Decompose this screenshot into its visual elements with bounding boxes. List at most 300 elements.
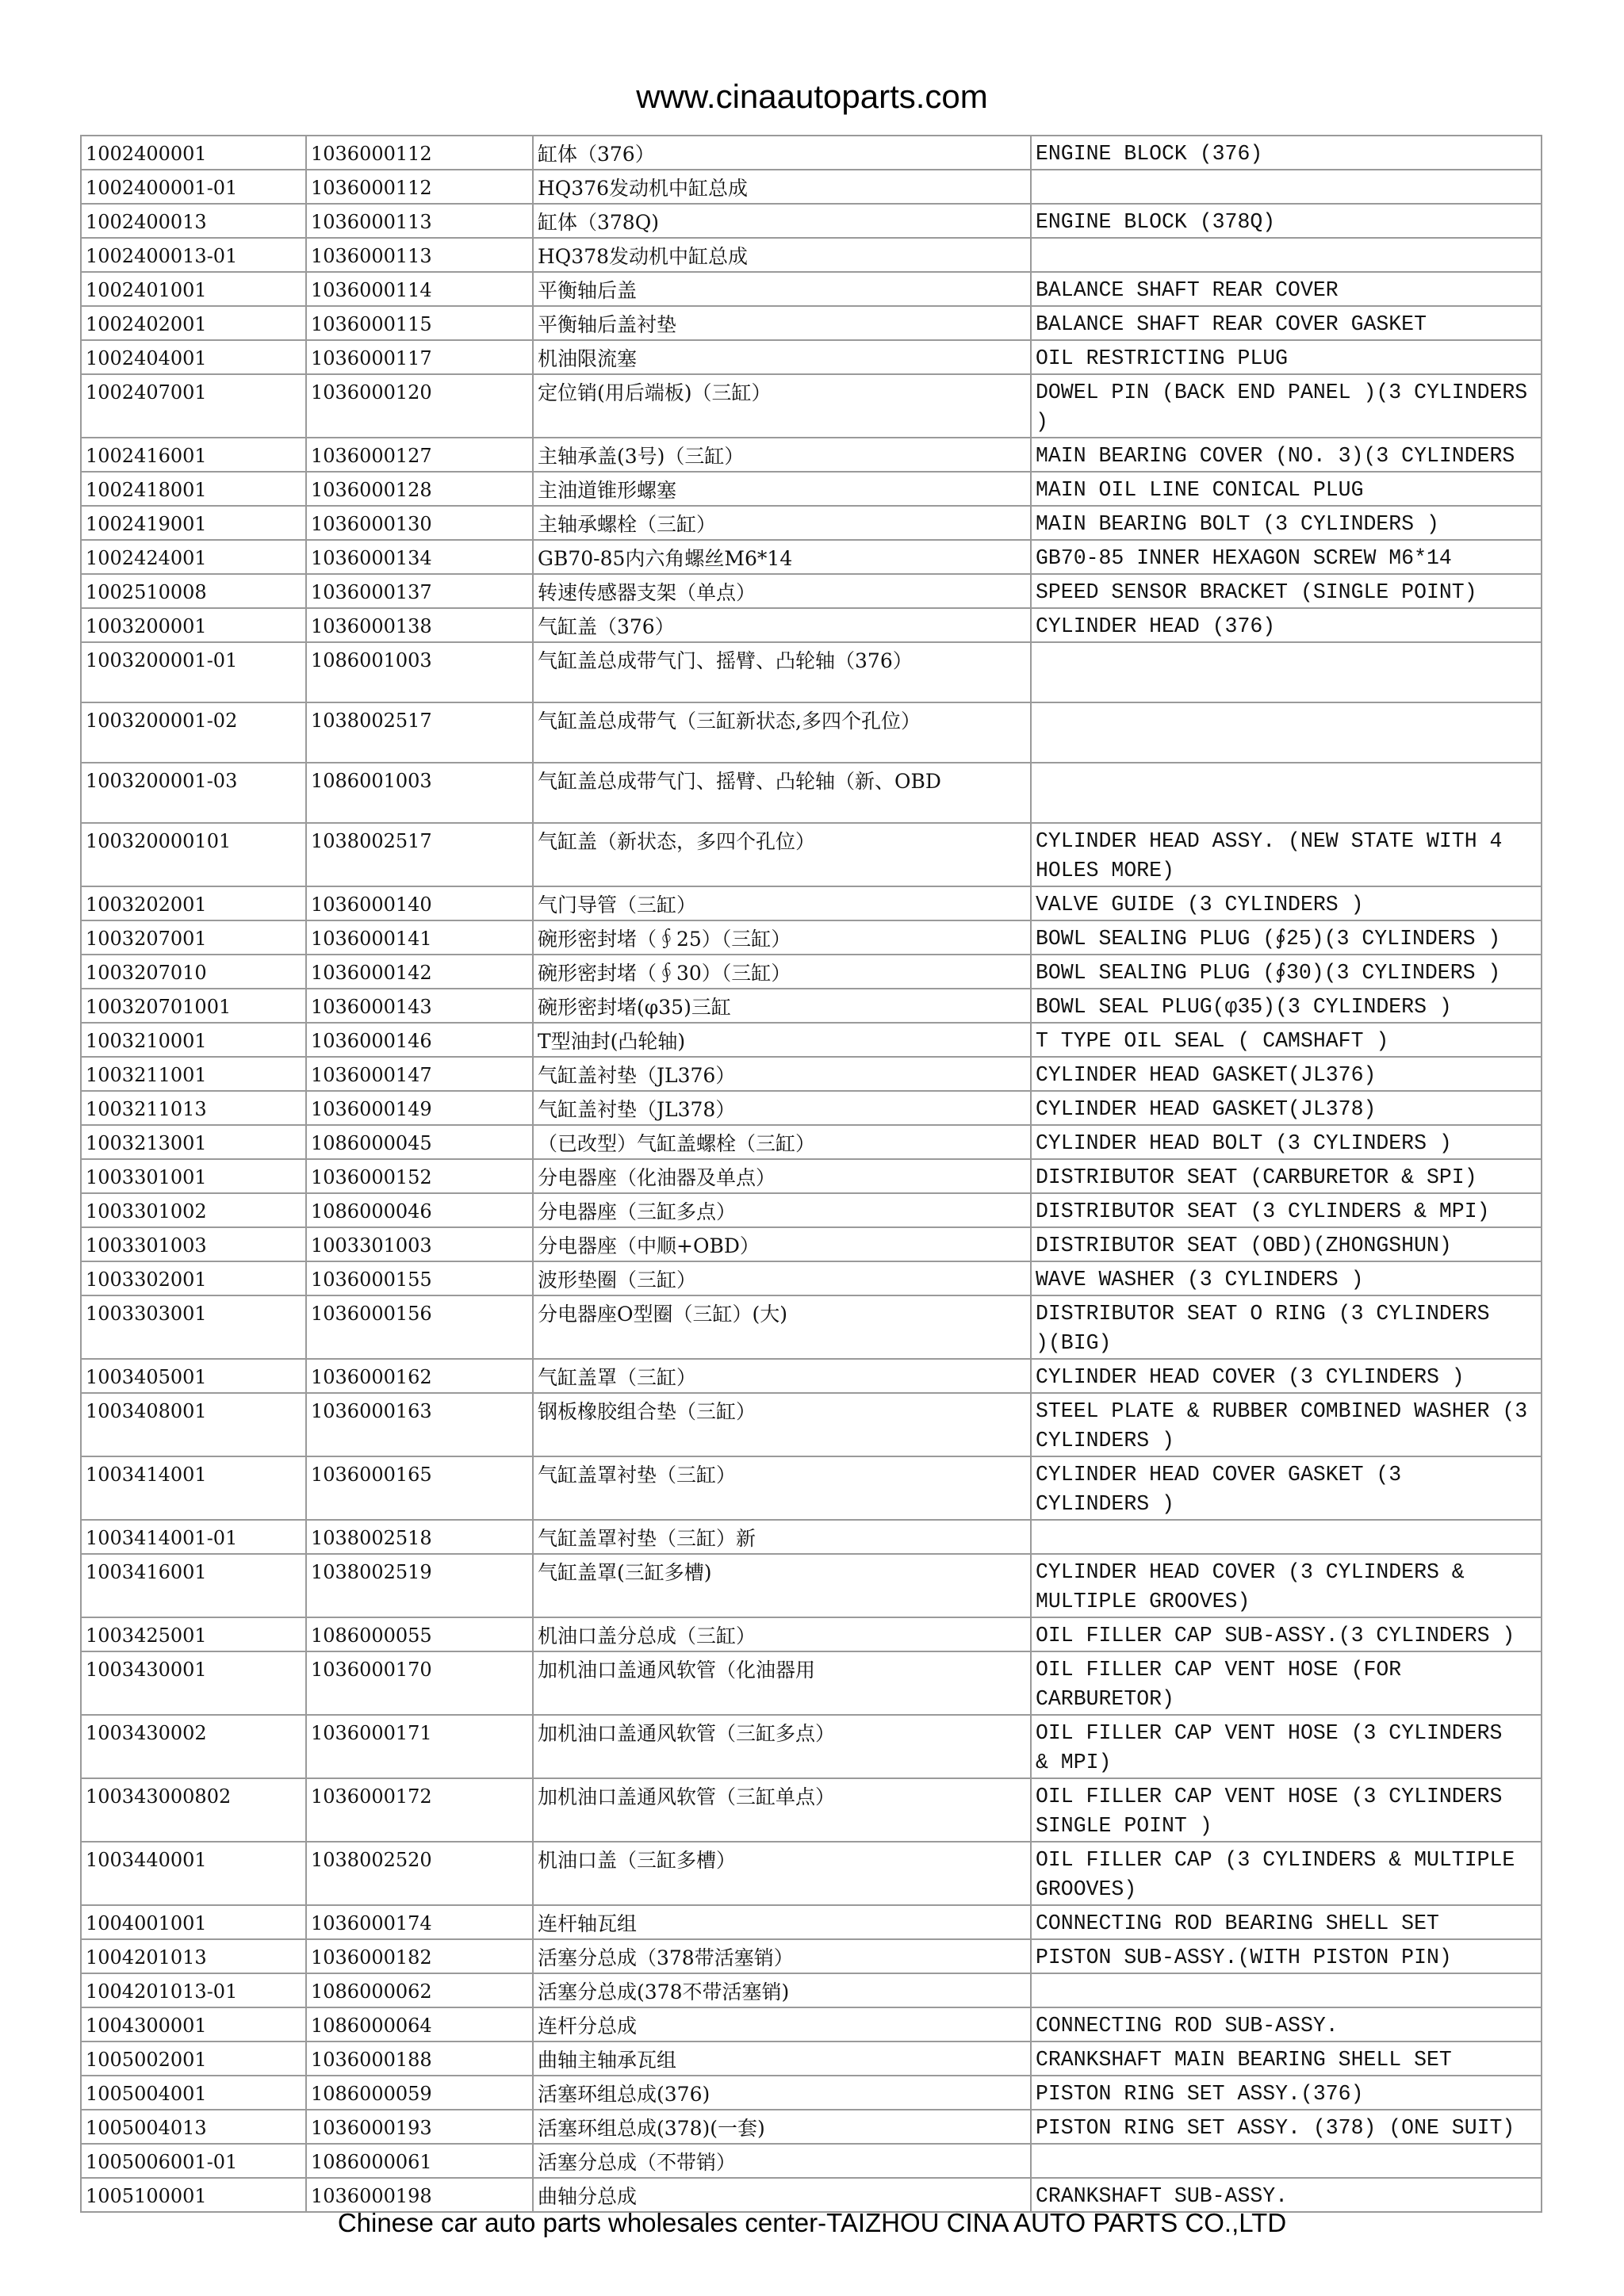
chinese-name-cell: 平衡轴后盖 — [533, 272, 1031, 306]
english-name-line: BALANCE SHAFT REAR COVER GASKET — [1036, 312, 1427, 336]
chinese-name-cell: 分电器座（化油器及单点） — [533, 1159, 1031, 1193]
part-code-cell: 1003213001 — [81, 1125, 306, 1159]
part-code-cell: 1002407001 — [81, 374, 306, 438]
table-row — [81, 1520, 1542, 1554]
english-name-line: )(BIG) — [1036, 1331, 1112, 1355]
reference-code-cell: 1038002520 — [306, 1842, 533, 1905]
chinese-name-cell: （已改型）气缸盖螺栓（三缸） — [533, 1125, 1031, 1159]
chinese-name-cell: 气缸盖总成带气门、摇臂、凸轮轴（新、OBD — [533, 763, 1031, 823]
table-row — [81, 2144, 1542, 2178]
english-name-cell — [1031, 955, 1542, 989]
reference-code-cell: 1036000128 — [306, 472, 533, 506]
english-name-cell — [1031, 2144, 1542, 2178]
reference-code-cell: 1086001003 — [306, 642, 533, 702]
english-name-cell — [1031, 1651, 1542, 1715]
english-name-cell — [1031, 340, 1542, 374]
english-name-cell — [1031, 438, 1542, 472]
table-row — [81, 763, 1542, 823]
english-name-line: SPEED SENSOR BRACKET (SINGLE POINT) — [1036, 580, 1477, 604]
english-name-line: MULTIPLE GROOVES) — [1036, 1590, 1251, 1613]
english-name-cell — [1031, 642, 1542, 702]
part-code-cell: 1005100001 — [81, 2178, 306, 2212]
chinese-name-cell: 气缸盖总成带气门、摇臂、凸轮轴（376） — [533, 642, 1031, 702]
reference-code-cell: 1036000140 — [306, 886, 533, 920]
part-code-cell: 1002402001 — [81, 306, 306, 340]
table-row — [81, 823, 1542, 886]
english-name-line: DOWEL PIN (BACK END PANEL )(3 CYLINDERS — [1036, 381, 1528, 404]
english-name-line: PISTON RING SET ASSY.(376) — [1036, 2082, 1364, 2106]
english-name-line: WAVE WASHER (3 CYLINDERS ) — [1036, 1268, 1364, 1292]
part-code-cell: 100320701001 — [81, 989, 306, 1023]
english-name-line: ) — [1036, 410, 1048, 434]
english-name-line: OIL RESTRICTING PLUG — [1036, 346, 1289, 370]
english-name-cell — [1031, 989, 1542, 1023]
chinese-name-cell: 气缸盖衬垫（JL378） — [533, 1091, 1031, 1125]
english-name-cell — [1031, 1778, 1542, 1842]
reference-code-cell: 1036000155 — [306, 1261, 533, 1295]
table-row — [81, 170, 1542, 204]
table-row — [81, 2007, 1542, 2042]
part-code-cell: 1004201013-01 — [81, 1973, 306, 2007]
reference-code-cell: 1036000147 — [306, 1057, 533, 1091]
english-name-line: OIL FILLER CAP VENT HOSE (3 CYLINDERS — [1036, 1785, 1503, 1808]
part-code-cell: 1003440001 — [81, 1842, 306, 1905]
table-row — [81, 238, 1542, 272]
reference-code-cell: 1036000113 — [306, 238, 533, 272]
chinese-name-cell: 气缸盖衬垫（JL376） — [533, 1057, 1031, 1091]
reference-code-cell: 1036000188 — [306, 2042, 533, 2076]
reference-code-cell: 1036000137 — [306, 574, 533, 608]
chinese-name-cell: 波形垫圈（三缸） — [533, 1261, 1031, 1295]
english-name-line: ENGINE BLOCK (378Q) — [1036, 210, 1276, 234]
english-name-line: PISTON SUB-ASSY.(WITH PISTON PIN) — [1036, 1946, 1452, 1969]
english-name-cell — [1031, 886, 1542, 920]
english-name-cell — [1031, 540, 1542, 574]
english-name-line: OIL FILLER CAP SUB-ASSY.(3 CYLINDERS ) — [1036, 1624, 1515, 1647]
english-name-cell — [1031, 1520, 1542, 1554]
reference-code-cell: 1036000170 — [306, 1651, 533, 1715]
part-code-cell: 100343000802 — [81, 1778, 306, 1842]
reference-code-cell: 1086000061 — [306, 2144, 533, 2178]
chinese-name-cell: 定位销(用后端板)（三缸） — [533, 374, 1031, 438]
reference-code-cell: 1036000120 — [306, 374, 533, 438]
english-name-cell — [1031, 204, 1542, 238]
part-code-cell: 1003200001-02 — [81, 702, 306, 763]
english-name-line: DISTRIBUTOR SEAT (OBD)(ZHONGSHUN) — [1036, 1234, 1452, 1257]
chinese-name-cell: 活塞分总成（378带活塞销） — [533, 1939, 1031, 1973]
english-name-line: DISTRIBUTOR SEAT (CARBURETOR & SPI) — [1036, 1165, 1477, 1189]
english-name-cell — [1031, 1456, 1542, 1520]
part-code-cell: 1003302001 — [81, 1261, 306, 1295]
part-code-cell: 1003200001 — [81, 608, 306, 642]
chinese-name-cell: 分电器座（中顺+OBD） — [533, 1227, 1031, 1261]
english-name-cell — [1031, 1973, 1542, 2007]
part-code-cell: 1005004013 — [81, 2110, 306, 2144]
part-code-cell: 1003211013 — [81, 1091, 306, 1125]
reference-code-cell: 1036000149 — [306, 1091, 533, 1125]
part-code-cell: 1004300001 — [81, 2007, 306, 2042]
english-name-line: CYLINDER HEAD COVER GASKET (3 — [1036, 1463, 1402, 1487]
english-name-line: CYLINDER HEAD GASKET(JL376) — [1036, 1063, 1377, 1087]
reference-code-cell: 1036000130 — [306, 506, 533, 540]
table-row — [81, 1359, 1542, 1393]
english-name-line: CYLINDER HEAD ASSY. (NEW STATE WITH 4 — [1036, 829, 1503, 853]
english-name-line: CRANKSHAFT MAIN BEARING SHELL SET — [1036, 2048, 1452, 2072]
part-code-cell: 1003301001 — [81, 1159, 306, 1193]
table-row — [81, 886, 1542, 920]
table-row — [81, 920, 1542, 955]
english-name-line: OIL FILLER CAP VENT HOSE (3 CYLINDERS — [1036, 1721, 1503, 1745]
chinese-name-cell: 曲轴分总成 — [533, 2178, 1031, 2212]
english-name-cell — [1031, 2110, 1542, 2144]
english-name-line: CRANKSHAFT SUB-ASSY. — [1036, 2184, 1289, 2208]
part-code-cell: 1003303001 — [81, 1295, 306, 1359]
english-name-cell — [1031, 1193, 1542, 1227]
chinese-name-cell: 气缸盖（376） — [533, 608, 1031, 642]
part-code-cell: 1005004001 — [81, 2076, 306, 2110]
part-code-cell: 1002400001-01 — [81, 170, 306, 204]
english-name-cell — [1031, 2042, 1542, 2076]
table-row — [81, 306, 1542, 340]
chinese-name-cell: 分电器座（三缸多点） — [533, 1193, 1031, 1227]
reference-code-cell: 1036000163 — [306, 1393, 533, 1456]
chinese-name-cell: 转速传感器支架（单点） — [533, 574, 1031, 608]
english-name-cell — [1031, 1905, 1542, 1939]
english-name-cell — [1031, 1842, 1542, 1905]
reference-code-cell: 1036000172 — [306, 1778, 533, 1842]
english-name-line: CONNECTING ROD SUB-ASSY. — [1036, 2014, 1339, 2038]
english-name-line: CYLINDER HEAD (376) — [1036, 614, 1276, 638]
table-row — [81, 608, 1542, 642]
english-name-line: STEEL PLATE & RUBBER COMBINED WASHER (3 — [1036, 1399, 1528, 1423]
chinese-name-cell: 气缸盖罩衬垫（三缸）新 — [533, 1520, 1031, 1554]
table-row — [81, 1125, 1542, 1159]
table-row — [81, 136, 1542, 170]
english-name-line: CONNECTING ROD BEARING SHELL SET — [1036, 1911, 1439, 1935]
chinese-name-cell: 气缸盖罩衬垫（三缸） — [533, 1456, 1031, 1520]
table-row — [81, 1023, 1542, 1057]
chinese-name-cell: T型油封(凸轮轴) — [533, 1023, 1031, 1057]
english-name-cell — [1031, 608, 1542, 642]
part-code-cell: 1002400001 — [81, 136, 306, 170]
reference-code-cell: 1086000055 — [306, 1617, 533, 1651]
chinese-name-cell: 缸体（376） — [533, 136, 1031, 170]
reference-code-cell: 1036000115 — [306, 306, 533, 340]
company-footer: Chinese car auto parts wholesales center-TAIZHOU CINA AUTO PARTS CO.,LTD — [337, 2208, 1287, 2237]
part-code-cell: 1003211001 — [81, 1057, 306, 1091]
english-name-cell — [1031, 306, 1542, 340]
english-name-cell — [1031, 506, 1542, 540]
english-name-cell — [1031, 574, 1542, 608]
english-name-line: OIL FILLER CAP VENT HOSE (FOR — [1036, 1658, 1402, 1682]
chinese-name-cell: 缸体（378Q) — [533, 204, 1031, 238]
reference-code-cell: 1036000165 — [306, 1456, 533, 1520]
part-code-cell: 1004201013 — [81, 1939, 306, 1973]
chinese-name-cell: 主油道锥形螺塞 — [533, 472, 1031, 506]
english-name-cell — [1031, 1393, 1542, 1456]
chinese-name-cell: 机油限流塞 — [533, 340, 1031, 374]
table-row — [81, 272, 1542, 306]
table-row — [81, 374, 1542, 438]
reference-code-cell: 1036000152 — [306, 1159, 533, 1193]
reference-code-cell: 1036000174 — [306, 1905, 533, 1939]
english-name-cell — [1031, 2007, 1542, 2042]
english-name-line: MAIN BEARING BOLT (3 CYLINDERS ) — [1036, 512, 1439, 536]
english-name-cell — [1031, 238, 1542, 272]
chinese-name-cell: 活塞环组总成(376) — [533, 2076, 1031, 2110]
english-name-line: BALANCE SHAFT REAR COVER — [1036, 278, 1339, 302]
part-code-cell: 1003301003 — [81, 1227, 306, 1261]
english-name-line: DISTRIBUTOR SEAT O RING (3 CYLINDERS — [1036, 1302, 1490, 1326]
table-row — [81, 1091, 1542, 1125]
part-code-cell: 1002401001 — [81, 272, 306, 306]
english-name-cell — [1031, 1125, 1542, 1159]
reference-code-cell: 1036000156 — [306, 1295, 533, 1359]
chinese-name-cell: 钢板橡胶组合垫（三缸） — [533, 1393, 1031, 1456]
english-name-line: CYLINDER HEAD COVER (3 CYLINDERS & — [1036, 1560, 1465, 1584]
chinese-name-cell: 连杆分总成 — [533, 2007, 1031, 2042]
table-row — [81, 1159, 1542, 1193]
part-code-cell: 1003414001-01 — [81, 1520, 306, 1554]
english-name-line: CYLINDER HEAD COVER (3 CYLINDERS ) — [1036, 1365, 1465, 1389]
table-row — [81, 1973, 1542, 2007]
english-name-line: MAIN OIL LINE CONICAL PLUG — [1036, 478, 1364, 502]
reference-code-cell: 1038002518 — [306, 1520, 533, 1554]
english-name-line: CYLINDERS ) — [1036, 1492, 1174, 1516]
table-row — [81, 438, 1542, 472]
chinese-name-cell: 机油口盖（三缸多槽） — [533, 1842, 1031, 1905]
table-row — [81, 2110, 1542, 2144]
english-name-line: CARBURETOR) — [1036, 1687, 1174, 1711]
table-row — [81, 1393, 1542, 1456]
reference-code-cell: 1036000146 — [306, 1023, 533, 1057]
part-code-cell: 1004001001 — [81, 1905, 306, 1939]
table-row — [81, 574, 1542, 608]
parts-table — [80, 135, 1542, 2213]
english-name-line: HOLES MORE) — [1036, 859, 1174, 882]
part-code-cell: 1003425001 — [81, 1617, 306, 1651]
english-name-cell — [1031, 374, 1542, 438]
chinese-name-cell: 曲轴主轴承瓦组 — [533, 2042, 1031, 2076]
english-name-line: OIL FILLER CAP (3 CYLINDERS & MULTIPLE — [1036, 1848, 1515, 1872]
english-name-line: CYLINDER HEAD GASKET(JL378) — [1036, 1097, 1377, 1121]
english-name-cell — [1031, 1617, 1542, 1651]
chinese-name-cell: 加机油口盖通风软管（三缸多点） — [533, 1715, 1031, 1778]
table-row — [81, 1456, 1542, 1520]
chinese-name-cell: 活塞分总成（不带销） — [533, 2144, 1031, 2178]
english-name-cell — [1031, 1715, 1542, 1778]
chinese-name-cell: 活塞环组总成(378)(一套) — [533, 2110, 1031, 2144]
website-header: www.cinaautoparts.com — [636, 78, 988, 115]
part-code-cell: 1003202001 — [81, 886, 306, 920]
table-row — [81, 1778, 1542, 1842]
table-row — [81, 540, 1542, 574]
part-code-cell: 1002418001 — [81, 472, 306, 506]
chinese-name-cell: 碗形密封堵(φ35)三缸 — [533, 989, 1031, 1023]
part-code-cell: 1002424001 — [81, 540, 306, 574]
table-row — [81, 1193, 1542, 1227]
chinese-name-cell: 气缸盖罩(三缸多槽) — [533, 1554, 1031, 1617]
table-row — [81, 1227, 1542, 1261]
chinese-name-cell: 机油口盖分总成（三缸） — [533, 1617, 1031, 1651]
english-name-line: BOWL SEALING PLUG (∮30)(3 CYLINDERS ) — [1036, 961, 1501, 985]
english-name-cell — [1031, 763, 1542, 823]
table-row — [81, 1651, 1542, 1715]
english-name-cell — [1031, 702, 1542, 763]
table-row — [81, 1939, 1542, 1973]
english-name-line: DISTRIBUTOR SEAT (3 CYLINDERS & MPI) — [1036, 1200, 1490, 1223]
chinese-name-cell: 主轴承盖(3号)（三缸） — [533, 438, 1031, 472]
reference-code-cell: 1036000198 — [306, 2178, 533, 2212]
english-name-cell — [1031, 1939, 1542, 1973]
reference-code-cell: 1003301003 — [306, 1227, 533, 1261]
english-name-line: GB70-85 INNER HEXAGON SCREW M6*14 — [1036, 546, 1452, 570]
part-code-cell: 1002400013-01 — [81, 238, 306, 272]
reference-code-cell: 1038002517 — [306, 702, 533, 763]
part-code-cell: 1003301002 — [81, 1193, 306, 1227]
english-name-line: T TYPE OIL SEAL ( CAMSHAFT ) — [1036, 1029, 1389, 1053]
chinese-name-cell: 气门导管（三缸） — [533, 886, 1031, 920]
reference-code-cell: 1086001003 — [306, 763, 533, 823]
table-row — [81, 1261, 1542, 1295]
english-name-line: & MPI) — [1036, 1751, 1112, 1774]
part-code-cell: 1002510008 — [81, 574, 306, 608]
english-name-line: CYLINDERS ) — [1036, 1429, 1174, 1452]
chinese-name-cell: 加机油口盖通风软管（三缸单点） — [533, 1778, 1031, 1842]
english-name-line: GROOVES) — [1036, 1877, 1137, 1901]
table-row — [81, 955, 1542, 989]
reference-code-cell: 1036000112 — [306, 136, 533, 170]
table-row — [81, 1295, 1542, 1359]
chinese-name-cell: HQ378发动机中缸总成 — [533, 238, 1031, 272]
reference-code-cell: 1036000117 — [306, 340, 533, 374]
reference-code-cell: 1086000046 — [306, 1193, 533, 1227]
table-row — [81, 1057, 1542, 1091]
reference-code-cell: 1036000171 — [306, 1715, 533, 1778]
reference-code-cell: 1036000142 — [306, 955, 533, 989]
part-code-cell: 100320000101 — [81, 823, 306, 886]
chinese-name-cell: 气缸盖总成带气（三缸新状态,多四个孔位） — [533, 702, 1031, 763]
table-row — [81, 1842, 1542, 1905]
part-code-cell: 1003405001 — [81, 1359, 306, 1393]
reference-code-cell: 1086000064 — [306, 2007, 533, 2042]
english-name-cell — [1031, 1023, 1542, 1057]
table-row — [81, 1905, 1542, 1939]
english-name-cell — [1031, 1159, 1542, 1193]
chinese-name-cell: 平衡轴后盖衬垫 — [533, 306, 1031, 340]
reference-code-cell: 1036000141 — [306, 920, 533, 955]
chinese-name-cell: 活塞分总成(378不带活塞销) — [533, 1973, 1031, 2007]
chinese-name-cell: HQ376发动机中缸总成 — [533, 170, 1031, 204]
english-name-line: BOWL SEAL PLUG(φ35)(3 CYLINDERS ) — [1036, 995, 1452, 1019]
english-name-cell — [1031, 472, 1542, 506]
part-code-cell: 1002400013 — [81, 204, 306, 238]
english-name-cell — [1031, 1554, 1542, 1617]
table-row — [81, 340, 1542, 374]
part-code-cell: 1003430002 — [81, 1715, 306, 1778]
part-code-cell: 1003207010 — [81, 955, 306, 989]
reference-code-cell: 1036000182 — [306, 1939, 533, 1973]
reference-code-cell: 1036000113 — [306, 204, 533, 238]
english-name-line: BOWL SEALING PLUG (∮25)(3 CYLINDERS ) — [1036, 927, 1501, 951]
table-row — [81, 702, 1542, 763]
table-row — [81, 2178, 1542, 2212]
reference-code-cell: 1086000045 — [306, 1125, 533, 1159]
chinese-name-cell: 碗形密封堵（∮30）（三缸） — [533, 955, 1031, 989]
part-code-cell: 1005002001 — [81, 2042, 306, 2076]
table-row — [81, 204, 1542, 238]
english-name-cell — [1031, 136, 1542, 170]
english-name-cell — [1031, 920, 1542, 955]
reference-code-cell: 1036000112 — [306, 170, 533, 204]
english-name-line: ENGINE BLOCK (376) — [1036, 142, 1263, 166]
part-code-cell: 1003200001-01 — [81, 642, 306, 702]
english-name-cell — [1031, 1261, 1542, 1295]
table-row — [81, 2076, 1542, 2110]
part-code-cell: 1003430001 — [81, 1651, 306, 1715]
chinese-name-cell: GB70-85内六角螺丝M6*14 — [533, 540, 1031, 574]
chinese-name-cell: 加机油口盖通风软管（化油器用 — [533, 1651, 1031, 1715]
english-name-line: CYLINDER HEAD BOLT (3 CYLINDERS ) — [1036, 1131, 1452, 1155]
english-name-cell — [1031, 823, 1542, 886]
table-row — [81, 1554, 1542, 1617]
reference-code-cell: 1036000134 — [306, 540, 533, 574]
english-name-cell — [1031, 1227, 1542, 1261]
chinese-name-cell: 分电器座O型圈（三缸）(大) — [533, 1295, 1031, 1359]
table-row — [81, 1617, 1542, 1651]
reference-code-cell: 1086000062 — [306, 1973, 533, 2007]
part-code-cell: 1003207001 — [81, 920, 306, 955]
english-name-cell — [1031, 272, 1542, 306]
table-row — [81, 642, 1542, 702]
part-code-cell: 1003200001-03 — [81, 763, 306, 823]
reference-code-cell: 1038002517 — [306, 823, 533, 886]
part-code-cell: 1002419001 — [81, 506, 306, 540]
table-row — [81, 2042, 1542, 2076]
part-code-cell: 1003408001 — [81, 1393, 306, 1456]
english-name-line: SINGLE POINT ) — [1036, 1814, 1212, 1838]
english-name-cell — [1031, 1359, 1542, 1393]
table-row — [81, 506, 1542, 540]
english-name-line: VALVE GUIDE (3 CYLINDERS ) — [1036, 893, 1364, 916]
reference-code-cell: 1036000114 — [306, 272, 533, 306]
parts-table-body — [81, 136, 1542, 2212]
part-code-cell: 1002416001 — [81, 438, 306, 472]
english-name-cell — [1031, 2076, 1542, 2110]
reference-code-cell: 1038002519 — [306, 1554, 533, 1617]
table-row — [81, 989, 1542, 1023]
english-name-cell — [1031, 1057, 1542, 1091]
reference-code-cell: 1036000193 — [306, 2110, 533, 2144]
english-name-line: PISTON RING SET ASSY. (378) (ONE SUIT) — [1036, 2116, 1515, 2140]
english-name-cell — [1031, 1091, 1542, 1125]
part-code-cell: 1003414001 — [81, 1456, 306, 1520]
table-row — [81, 472, 1542, 506]
table-row — [81, 1715, 1542, 1778]
part-code-cell: 1002404001 — [81, 340, 306, 374]
english-name-cell — [1031, 2178, 1542, 2212]
reference-code-cell: 1036000138 — [306, 608, 533, 642]
english-name-cell — [1031, 1295, 1542, 1359]
part-code-cell: 1003210001 — [81, 1023, 306, 1057]
chinese-name-cell: 主轴承螺栓（三缸） — [533, 506, 1031, 540]
chinese-name-cell: 碗形密封堵（∮25）（三缸） — [533, 920, 1031, 955]
reference-code-cell: 1036000143 — [306, 989, 533, 1023]
reference-code-cell: 1036000162 — [306, 1359, 533, 1393]
reference-code-cell: 1036000127 — [306, 438, 533, 472]
chinese-name-cell: 气缸盖（新状态，多四个孔位） — [533, 823, 1031, 886]
reference-code-cell: 1086000059 — [306, 2076, 533, 2110]
